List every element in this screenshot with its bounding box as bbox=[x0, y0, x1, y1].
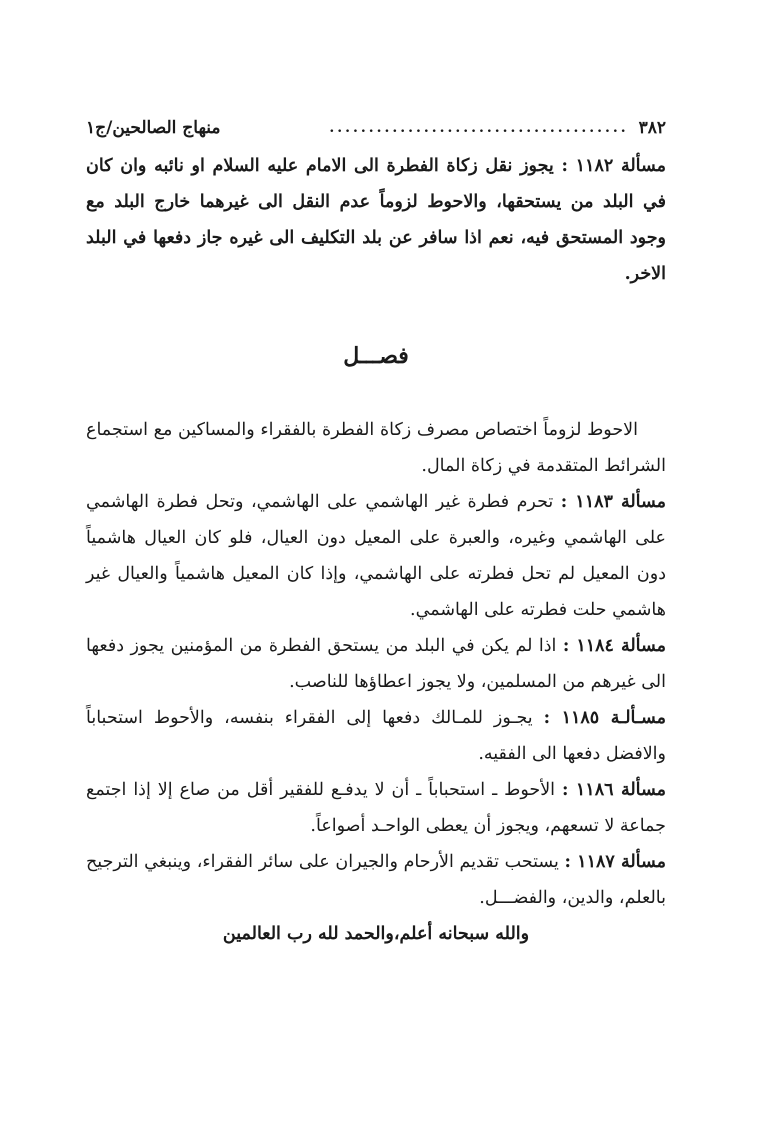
masala-1186-text: الأحوط ـ استحباباً ـ أن لا يدفـع للفقير أقل من صاع إلا إذا اجتمع جماعة لا تسعهم، ويجوز أن يعطى الواحـد أصواعاً. bbox=[86, 780, 666, 836]
book-title: منهاج الصالحين/ج١ bbox=[86, 118, 221, 138]
running-header bbox=[86, 110, 666, 146]
section-title-text: فصـــل bbox=[343, 343, 409, 369]
masala-1183-label: مسألة ١١٨٣ : bbox=[560, 492, 666, 512]
masala-1187-text: يستحب تقديم الأرحام والجيران على سائر الفقراء، وينبغي الترجيح بالعلم، والدين، والفضـــل. bbox=[86, 852, 666, 908]
masala-1182-label: مسألة ١١٨٢ : bbox=[561, 156, 666, 176]
page-number: ٣٨٢ bbox=[638, 118, 666, 138]
masala-1183 bbox=[86, 484, 666, 628]
masala-1183-text: تحرم فطرة غير الهاشمي على الهاشمي، وتحل فطرة الهاشمي على الهاشمي وغيره، والعبرة على المعيل دون العيال، فلو كان العيال هاشمياً دون المعيل لم تحل فطرته على الهاشمي، وإذا كان المعيل هاشمياً والعيال غير هاشمي حلت فطرته على الهاشمي. bbox=[86, 492, 666, 620]
header-dot-leader: ...................................... bbox=[329, 120, 629, 136]
document-page bbox=[86, 110, 666, 970]
masala-1184-label: مسألة ١١٨٤ : bbox=[562, 636, 666, 656]
masala-1184 bbox=[86, 628, 666, 700]
masala-1186-label: مسألة ١١٨٦ : bbox=[561, 780, 666, 800]
closing-line: والله سبحانه أعلم،والحمد لله رب العالمين bbox=[222, 924, 530, 944]
masala-1182-text: يجوز نقل زكاة الفطرة الى الامام عليه السلام او نائبه وان كان في البلد من يستحقها، والاحوط لزوماً عدم النقل الى غيرهما خارج البلد مع وجود المستحق فيه، نعم اذا سافر عن بلد التكليف الى غيره جاز دفعها في البلد الاخر. bbox=[86, 156, 666, 284]
masala-1184-text: اذا لم يكن في البلد من يستحق الفطرة من المؤمنين يجوز دفعها الى غيرهم من المسلمين، ولا يجوز اعطاؤها للناصب. bbox=[86, 636, 666, 692]
masala-1187-label: مسألة ١١٨٧ : bbox=[564, 852, 666, 872]
masala-1185 bbox=[86, 700, 666, 772]
masala-1185-text: يجـوز للمـالك دفعها إلى الفقراء بنفسه، والأحوط استحباباً والافضل دفعها الى الفقيه. bbox=[86, 708, 666, 764]
masala-1182 bbox=[86, 148, 666, 292]
masala-1185-label: مسـألـة ١١٨٥ : bbox=[543, 708, 666, 728]
intro-paragraph: الاحوط لزوماً اختصاص مصرف زكاة الفطرة بالفقراء والمساكين مع استجماع الشرائط المتقدمة في زكاة المال. bbox=[86, 420, 666, 476]
section-title bbox=[86, 336, 666, 376]
masala-1187 bbox=[86, 844, 666, 916]
masala-1186 bbox=[86, 772, 666, 844]
